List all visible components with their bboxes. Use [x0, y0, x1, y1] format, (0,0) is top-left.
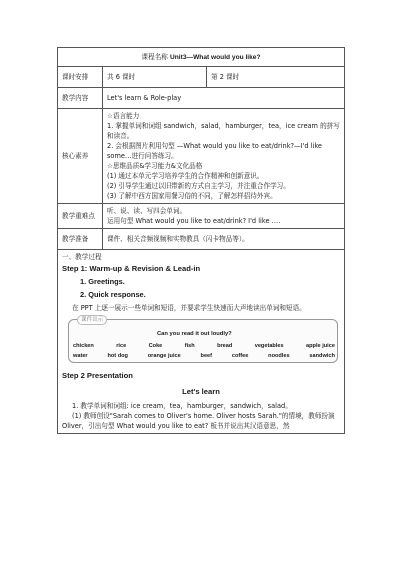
course-name-label: 课程名称 — [141, 52, 170, 61]
slide-word-row — [73, 351, 335, 361]
slide-word: fish — [184, 343, 195, 349]
key-point-line: 运用句型 What would you like to eat/drink? I'd like …. — [107, 217, 281, 225]
key-points-label: 教学重难点 — [58, 204, 103, 229]
literacy-label: 核心素养 — [58, 109, 103, 204]
slide-question: Can you read it out loudly? — [157, 331, 232, 337]
slide-word: bread — [217, 343, 233, 349]
course-name-value: Unit3—What would you like? — [170, 53, 261, 61]
slide-word: water — [73, 353, 88, 359]
slide-tag: 课件出示 — [77, 315, 107, 325]
step1-description: 在 PPT 上逐一展示一些单词和短语，并要求学生快速而大声地读出单词和短语。 — [72, 304, 306, 312]
step2-paragraph: 1. 教学单词和词组: ice cream，tea，hamburger，sandwich，salad。 — [72, 402, 292, 410]
slide-word: hot dog — [107, 353, 128, 359]
prep-row — [58, 229, 345, 250]
literacy-row — [58, 109, 345, 204]
process-row — [58, 250, 345, 434]
slide-word: rice — [116, 343, 127, 349]
lesson-plan-table — [57, 47, 345, 434]
literacy-line: 2. 会根据图片利用句型 —What would you like to eat/drink?—I'd like some…进行问答练习。 — [107, 142, 322, 160]
step1-item: 2. Quick response. — [80, 290, 146, 299]
section-title: 一、教学过程 — [62, 253, 102, 261]
literacy-line: ☆语言能力 — [107, 112, 140, 120]
slide-word: beef — [200, 353, 213, 359]
hours-row — [58, 67, 345, 88]
slide-word: chicken — [73, 343, 94, 349]
literacy-line: 1. 掌握单词和词组 sandwich，salad，hamburger，tea，ice cream 的拼写和读音。 — [107, 122, 340, 140]
key-points-cell — [103, 204, 345, 229]
course-name-cell — [58, 48, 345, 67]
step2-paragraph: (1) 教师创设"Sarah comes to Oliver's home. Oliver hosts Sarah."的情境，教师扮演 Oliver，引出句型 What would you like to eat? 板书并说出其汉语意思，然 — [62, 412, 335, 430]
slide-word-row — [73, 341, 335, 351]
step2-title: Step 2 Presentation — [62, 371, 133, 380]
process-cell — [58, 250, 345, 434]
course-name-row — [58, 48, 345, 67]
key-point-line: 听、说、读、写四会单词。 — [107, 207, 187, 215]
lesson-plan-page — [57, 47, 344, 434]
slide-word: sandwich — [309, 353, 335, 359]
hours-label: 课时安排 — [58, 67, 103, 88]
courseware-slide — [68, 319, 338, 363]
slide-word: orange juice — [147, 353, 181, 359]
slide-word: coffee — [231, 353, 249, 359]
key-points-row — [58, 204, 345, 229]
slide-word: apple juice — [306, 343, 335, 349]
prep-label: 教学准备 — [58, 229, 103, 250]
slide-word: Coke — [148, 343, 163, 349]
prep-value: 课件、相关音频视频和实物教具（闪卡物品等）。 — [103, 229, 345, 250]
literacy-line: ☆思维品质&学习能力&文化品格 — [107, 162, 203, 170]
content-row — [58, 88, 345, 109]
literacy-line: (1) 通过本单元学习培养学生的合作精神和创新意识。 — [107, 172, 264, 180]
slide-word: vegetables — [254, 343, 284, 349]
lets-learn-heading: Let's learn — [182, 387, 220, 396]
content-value: Let's learn & Role-play — [103, 88, 345, 109]
step1-title: Step 1: Warm-up & Revision & Lead-in — [62, 264, 201, 273]
literacy-line: (3) 了解中西方国家用餐习俗的不同，了解怎样招待外宾。 — [107, 192, 277, 200]
session-value: 第 2 课时 — [207, 67, 345, 88]
literacy-line: (2) 引导学生通过以旧带新的方式自主学习，并注重合作学习。 — [107, 182, 290, 190]
hours-value: 共 6 课时 — [103, 67, 207, 88]
content-label: 教学内容 — [58, 88, 103, 109]
slide-word: noodles — [268, 353, 290, 359]
literacy-cell — [103, 109, 345, 204]
step1-item: 1. Greetings. — [80, 277, 125, 286]
